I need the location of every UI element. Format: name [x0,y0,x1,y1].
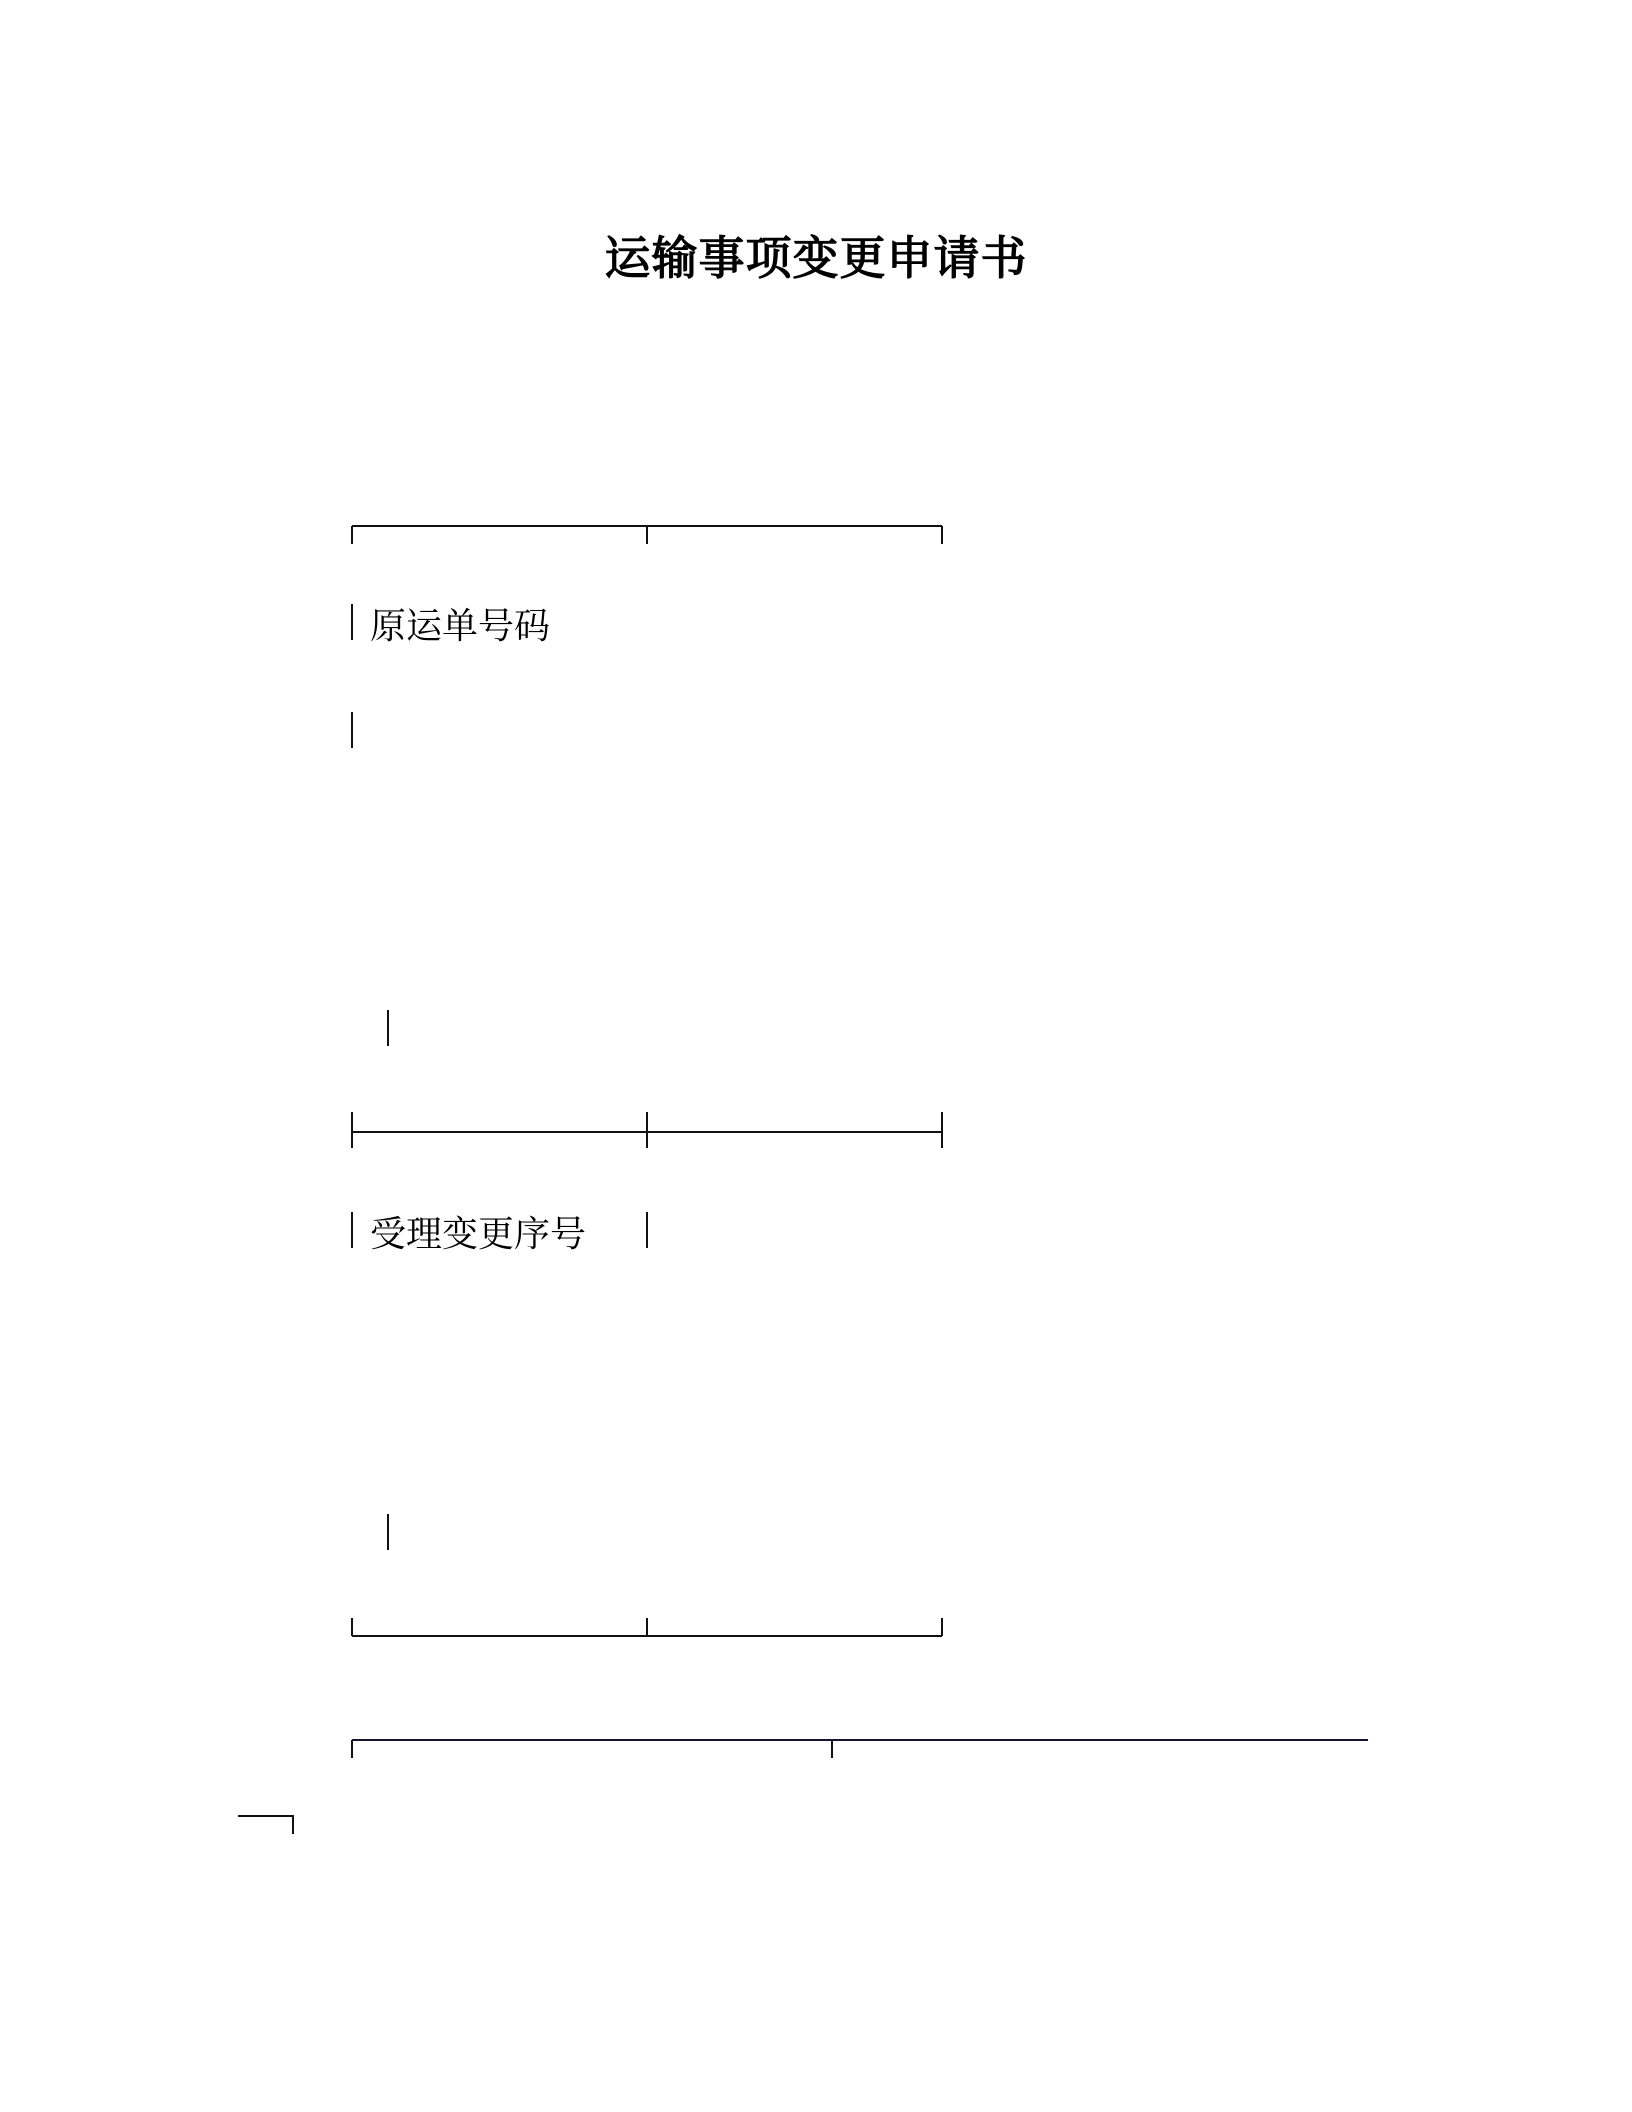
document-title: 运输事项变更申请书 [604,231,1028,285]
field-label-change-acceptance-number: 受理变更序号 [370,1214,587,1255]
field-label-original-waybill-number: 原运单号码 [370,606,551,647]
